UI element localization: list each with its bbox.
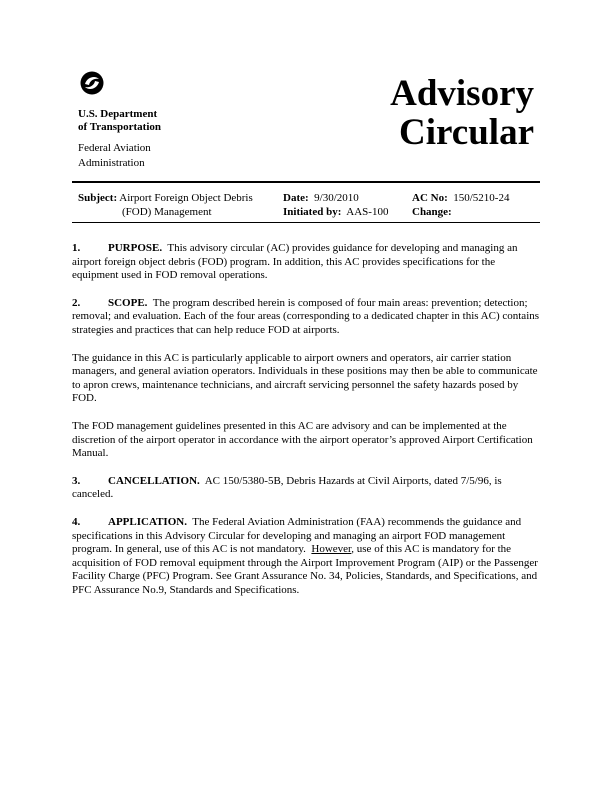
section-heading: APPLICATION. [108, 515, 187, 528]
document-title [390, 74, 534, 152]
dept-line-1: U.S. Department [78, 108, 158, 120]
section-number: 4. [72, 515, 81, 528]
section-number: 2. [72, 296, 81, 309]
bottom-divider [72, 222, 540, 223]
date-value: 9/30/2010 [314, 192, 359, 204]
change-label: Change: [412, 206, 452, 218]
initiated-label: Initiated by: [283, 206, 342, 218]
section-text: This advisory circular (AC) provides guidance for developing and managing an airport foreign object debris (FOD) program. In addition, this AC provides specifications for the equipment used in FOD removal operations. [72, 242, 518, 282]
section-number: 3. [72, 474, 81, 487]
ac-block [412, 191, 509, 219]
agency-name [78, 141, 151, 171]
underlined-word: However [311, 543, 352, 556]
paragraph-guidance: The guidance in this AC is particularly applicable to airport owners and operators, air carrier station managers, and general aviation operators. Individuals in these positions may then be able to communicate to apron crews, maintenance technicians, and aircraft servicing personnel the safety hazards posed by FOD. [72, 351, 538, 405]
section-application [72, 516, 542, 598]
section-number: 1. [72, 242, 81, 254]
section-heading: CANCELLATION. [108, 474, 200, 487]
date-block [283, 191, 388, 219]
subject-line-1: Airport Foreign Object Debris [119, 192, 253, 204]
section-text: AC 150/5380-5B, Debris Hazards at Civil Airports, dated 7/5/96, is canceled. [72, 474, 502, 501]
document-body [72, 242, 542, 611]
subject-line-2: (FOD) Management [122, 206, 212, 218]
date-label: Date: [283, 192, 309, 204]
title-line-2: Circular [399, 112, 534, 153]
subject-label: Subject: [78, 192, 118, 204]
dot-logo-icon [80, 71, 104, 95]
paragraph-guidelines: The FOD management guidelines presented in this AC are advisory and can be implemented at the discretion of the airport operator in accordance with the airport operator’s approved Airport Certification Manual. [72, 419, 533, 460]
section-cancellation [72, 475, 542, 502]
ac-value: 150/5210-24 [453, 192, 510, 204]
top-divider [72, 181, 540, 183]
section-purpose [72, 242, 542, 283]
dept-line-2: of Transportation [78, 121, 162, 133]
section-text-b: , use of this AC is mandatory for the acquisition of FOD removal equipment through the Airport Improvement Program (AIP) or the Passenger Facility Charge (PFC) Program. See Grant Assurance No. 34, Policies, Standards, and Specifications, and PFC Assurance No.9, Standards and Specifications. [72, 543, 538, 596]
agency-line-2: Administration [78, 157, 145, 169]
title-line-1: Advisory [390, 73, 534, 114]
agency-line-1: Federal Aviation [78, 142, 151, 154]
section-text-a: The Federal Aviation Administration (FAA) recommends the guidance and specifications in this Advisory Circular for developing and managing an airport FOD management program. In general, use of this AC is not mandatory. [72, 515, 522, 556]
section-text: The program described herein is composed of four main areas: prevention; detection; removal; and evaluation. Each of the four areas (corresponding to a dedicated chapter in this AC) contains strategies and practices that can help reduce FOD at airports. [72, 296, 540, 336]
ac-label: AC No: [412, 192, 448, 204]
initiated-value: AAS-100 [346, 206, 389, 218]
subject-block [78, 191, 253, 219]
department-name [78, 108, 161, 134]
section-scope [72, 297, 542, 338]
section-heading: PURPOSE. [108, 242, 163, 254]
section-heading: SCOPE. [108, 296, 148, 309]
